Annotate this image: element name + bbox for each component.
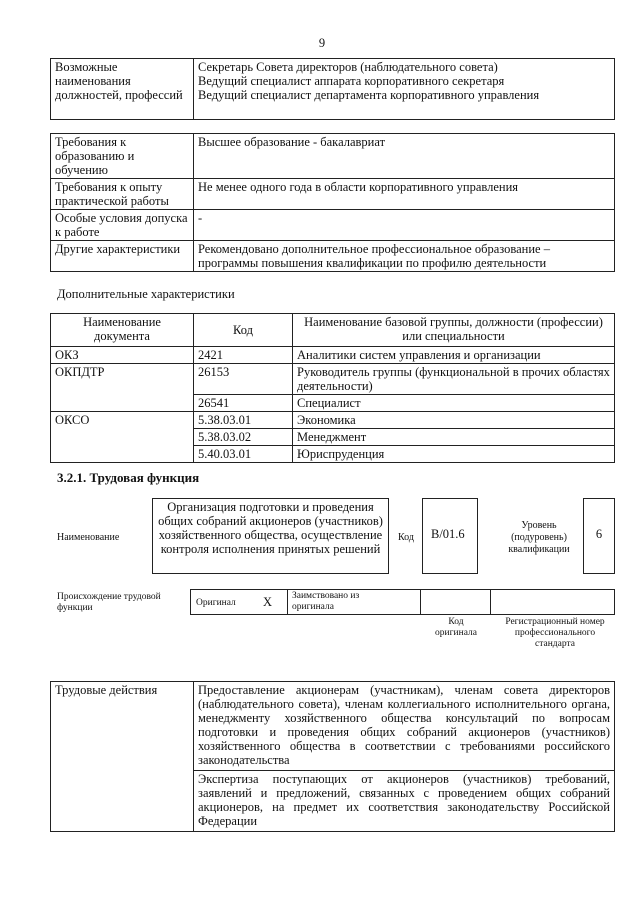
labor-action-item: Предоставление акционерам (участникам), членам совета директоров (наблюдательного совета), членам коллегиального исполнительного органа, менеджменту хозяйственного общества консультаций по вопросам подготовки и проведения общих собраний акционеров (участников) хозяйственного общества в соответствии с требованиями российского законодательства (194, 682, 615, 771)
requirements-table (50, 133, 615, 272)
table-row: ОКСО 5.38.03.01 Экономика (51, 412, 615, 429)
table-row: 5.38.03.02 Менеджмент (51, 429, 615, 446)
table-row: 26541 Специалист (51, 395, 615, 412)
page-number: 9 (318, 36, 326, 50)
level-box (583, 498, 615, 574)
table-row: 5.40.03.01 Юриспруденция (51, 446, 615, 463)
position-item: Ведущий специалист департамента корпоративного управления (198, 88, 540, 102)
borrowed-label: Заимствовано из оригинала (292, 591, 360, 612)
function-name-box (152, 498, 389, 574)
requirement-label: Другие характеристики (51, 241, 194, 272)
function-name-value: Организация подготовки и проведения общих собраний акционеров (участников) хозяйственного общества, осуществление контроля исполнения принятых решений (158, 500, 383, 556)
positions-values (194, 59, 615, 120)
table-row: ОКЗ 2421 Аналитики систем управления и организации (51, 347, 615, 364)
requirement-label: Требования к образованию и обучению (51, 134, 194, 179)
requirement-value: Высшее образование - бакалавриат (194, 134, 615, 179)
origin-row (190, 589, 615, 615)
original-mark: X (263, 595, 273, 609)
labor-action-item: Экспертиза поступающих от акционеров (участников) требований, заявлений и предложений, связанных с проведением общих собраний акционеров, на предмет их соответствия законодательству Российской Федерации (194, 771, 615, 832)
additional-table (50, 313, 615, 463)
registration-caption: Регистрационный номер профессионального стандарта (505, 617, 605, 649)
requirement-label: Особые условия допуска к работе (51, 210, 194, 241)
table-row: ОКПДТР 26153 Руководитель группы (функциональной в прочих областях деятельности) (51, 364, 615, 395)
additional-title: Дополнительные характеристики (57, 287, 235, 301)
header-name: Наименование базовой группы, должности (профессии) или специальности (293, 314, 615, 347)
position-item: Секретарь Совета директоров (наблюдательного совета) (198, 60, 498, 74)
function-code-label: Код (398, 532, 414, 543)
section-title: 3.2.1. Трудовая функция (57, 470, 200, 485)
requirement-label: Требования к опыту практической работы (51, 179, 194, 210)
positions-label: Возможные наименования должностей, профессий (51, 59, 194, 120)
header-code: Код (194, 314, 293, 347)
function-code-value: B/01.6 (431, 527, 465, 541)
position-item: Ведущий специалист аппарата корпоративного секретаря (198, 74, 505, 88)
code-original-caption: Код оригинала (435, 617, 477, 638)
header-doc: Наименование документа (51, 314, 194, 347)
positions-table (50, 58, 615, 120)
labor-actions-table (50, 681, 615, 832)
requirement-value: Рекомендовано дополнительное профессиональное образование – программы повышения квалификации по профилю деятельности (194, 241, 615, 272)
function-name-label: Наименование (57, 532, 120, 543)
function-code-box (422, 498, 478, 574)
level-label: Уровень (подуровень) квалификации (508, 520, 570, 555)
requirement-value: Не менее одного года в области корпоративного управления (194, 179, 615, 210)
original-label: Оригинал (196, 598, 236, 608)
requirement-value: - (194, 210, 615, 241)
origin-label: Происхождение трудовой функции (57, 592, 161, 613)
level-value: 6 (595, 527, 603, 541)
labor-actions-label: Трудовые действия (51, 682, 194, 832)
